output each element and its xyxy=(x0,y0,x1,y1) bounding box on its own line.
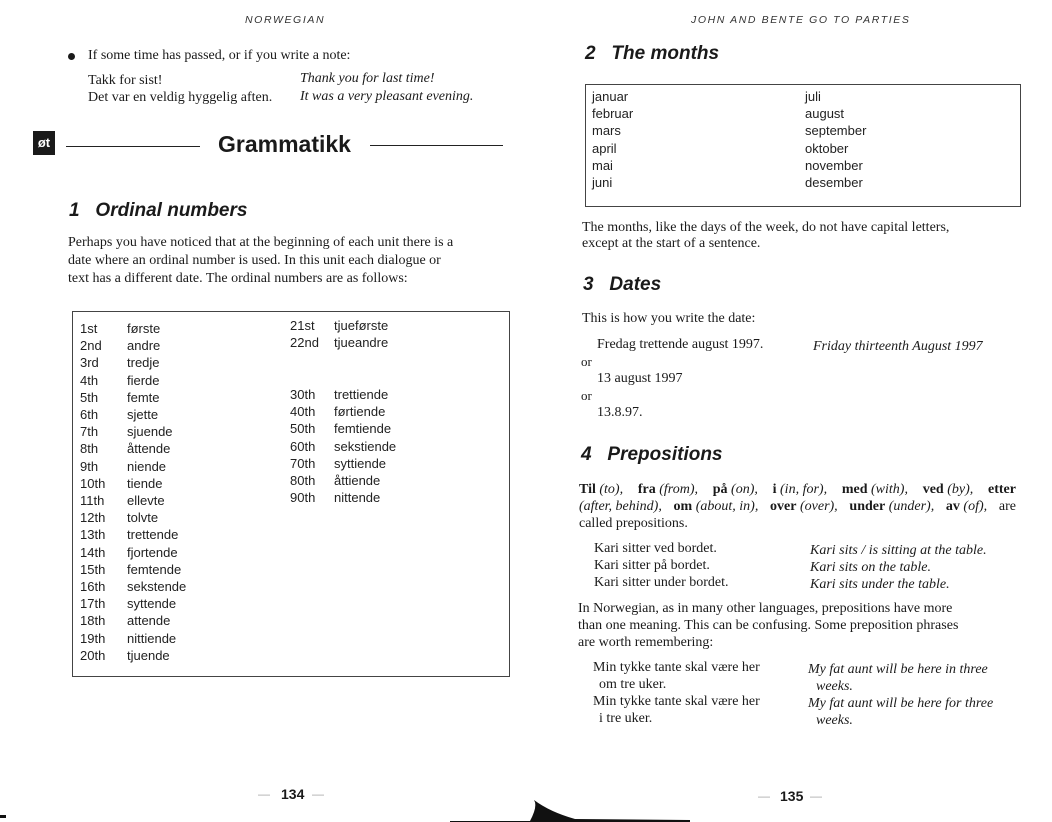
ordinal-num: 4th xyxy=(80,372,99,388)
page-edge-mark xyxy=(0,815,6,818)
section4-title: Prepositions xyxy=(607,444,723,465)
month: november xyxy=(805,157,863,173)
month: desember xyxy=(805,175,863,191)
prep-word: under xyxy=(849,499,886,514)
ordinal-word: tiende xyxy=(127,475,163,491)
prep-word: fra xyxy=(637,482,656,497)
left-page-dash-2: — xyxy=(312,787,324,801)
right-running-head: JOHN AND BENTE GO TO PARTIES xyxy=(691,14,911,26)
section1-heading xyxy=(69,200,247,222)
prep-gloss: (about, in), xyxy=(695,499,759,514)
book-spine-shadow xyxy=(450,800,690,822)
ordinal-num: 15th xyxy=(80,561,106,577)
month: april xyxy=(592,140,617,156)
phrase-no-2b: i tre uker. xyxy=(599,711,653,726)
ordinal-word: syttiende xyxy=(334,455,387,471)
ordinal-word: niende xyxy=(127,458,167,474)
phrase-en-1b: weeks. xyxy=(816,679,853,694)
section1-number: 1 xyxy=(69,200,80,221)
prep-word: over xyxy=(770,499,797,514)
prepositions-line-1 xyxy=(579,481,1016,498)
ordinal-num: 20th xyxy=(80,647,106,663)
phrase-en-2a: My fat aunt will be here for three xyxy=(808,696,994,711)
prep-word: etter xyxy=(988,482,1016,497)
dates-or-1: or xyxy=(581,354,592,369)
ordinal-word: nittende xyxy=(334,490,381,506)
prep-word: av xyxy=(945,499,960,514)
ordinal-num: 11th xyxy=(80,493,105,509)
section4-number: 4 xyxy=(581,444,592,465)
ordinal-word: sekstiende xyxy=(334,438,397,454)
grammar-icon-glyph: øt xyxy=(37,135,51,150)
ordinal-num: 18th xyxy=(80,613,106,629)
phrase-en-2b: weeks. xyxy=(816,713,853,728)
ordinal-num: 3rd xyxy=(80,355,99,371)
month: juli xyxy=(805,89,821,104)
ordinal-word: åttende xyxy=(127,441,171,457)
ordinal-num: 14th xyxy=(80,544,106,560)
ordinal-word: femte xyxy=(127,389,160,405)
prep-example-en-1: Kari sits / is sitting at the table. xyxy=(810,543,987,558)
ordinal-word: trettende xyxy=(127,527,179,543)
section1-intro-2: date where an ordinal number is used. In this unit each dialogue or xyxy=(68,253,441,268)
ordinal-word: sjette xyxy=(127,407,159,423)
dates-example-3: 13.8.97. xyxy=(597,405,643,420)
ordinal-word: tredje xyxy=(127,355,160,371)
ordinal-num: 13th xyxy=(80,527,106,543)
right-page-number: 135 xyxy=(780,788,804,804)
dates-example-no: Fredag trettende august 1997. xyxy=(597,337,764,352)
prep-gloss: (under), xyxy=(888,499,935,514)
prep-gloss: (to), xyxy=(599,482,624,497)
section2-number: 2 xyxy=(585,43,596,64)
prep-word: i xyxy=(772,482,777,497)
ordinals-left-words xyxy=(127,320,186,664)
prep-example-no-2: Kari sitter på bordet. xyxy=(594,558,710,573)
heading-rule-right xyxy=(370,145,503,146)
ordinal-num: 40th xyxy=(290,404,316,420)
month: september xyxy=(805,123,867,139)
ordinal-word: fierde xyxy=(127,372,160,388)
ordinal-word: sjuende xyxy=(127,424,173,440)
grammar-icon xyxy=(33,131,55,155)
month: juni xyxy=(592,175,613,191)
section1-intro-3: text has a different date. The ordinal numbers are as follows: xyxy=(68,271,408,286)
left-running-head: NORWEGIAN xyxy=(245,14,326,26)
ordinal-num: 17th xyxy=(80,596,106,612)
left-page-number: 134 xyxy=(281,786,305,802)
note-example-en-2: It was a very pleasant evening. xyxy=(300,89,474,104)
note-example-en-1: Thank you for last time! xyxy=(300,71,435,86)
prep-example-no-3: Kari sitter under bordet. xyxy=(594,575,729,590)
prep-word: om xyxy=(673,499,693,514)
ordinals-right-bottom-words xyxy=(334,386,396,506)
months-note-1: The months, like the days of the week, do not have capital letters, xyxy=(582,220,950,235)
ordinal-word: andre xyxy=(127,338,161,354)
ordinals-right-top-words xyxy=(334,317,388,351)
ordinal-num: 7th xyxy=(80,424,99,440)
prep-example-en-3: Kari sits under the table. xyxy=(810,577,950,592)
ordinal-num: 22nd xyxy=(290,335,319,351)
phrase-no-1a: Min tykke tante skal være her xyxy=(593,660,760,675)
months-note-2: except at the start of a sentence. xyxy=(582,236,761,251)
ordinal-num: 6th xyxy=(80,407,99,423)
ordinal-num: 70th xyxy=(290,455,316,471)
ordinal-word: tolvte xyxy=(127,510,159,526)
prep-are: are xyxy=(998,499,1016,514)
dates-intro: This is how you write the date: xyxy=(582,311,756,326)
ordinal-word: attende xyxy=(127,613,171,629)
ordinals-right-bottom-nums xyxy=(290,386,315,506)
month: februar xyxy=(592,106,634,122)
prep-para-1: In Norwegian, as in many other languages, prepositions have more xyxy=(578,601,953,616)
section2-heading xyxy=(585,43,719,65)
prep-gloss: (of), xyxy=(963,499,988,514)
months-table xyxy=(585,84,1021,207)
heading-rule-left xyxy=(66,146,200,147)
dates-example-en: Friday thirteenth August 1997 xyxy=(813,339,983,354)
ordinal-word: tjueførste xyxy=(334,318,389,333)
prep-gloss: (after, behind), xyxy=(579,499,662,514)
ordinal-num: 16th xyxy=(80,579,106,595)
prep-example-no-1: Kari sitter ved bordet. xyxy=(594,541,717,556)
section1-title: Ordinal numbers xyxy=(95,200,248,221)
month: august xyxy=(805,106,845,122)
ordinal-num: 1st xyxy=(80,321,98,336)
month: mars xyxy=(592,123,621,139)
prep-example-en-2: Kari sits on the table. xyxy=(810,560,931,575)
ordinal-num: 50th xyxy=(290,421,316,437)
bullet-dot xyxy=(68,53,75,60)
section4-heading xyxy=(581,444,723,466)
ordinal-word: tjuende xyxy=(127,647,170,663)
prep-word: på xyxy=(712,482,728,497)
ordinal-word: sekstende xyxy=(127,579,187,595)
months-left xyxy=(592,88,633,191)
note-bullet-text: If some time has passed, or if you write a note: xyxy=(88,48,351,63)
prep-gloss: (in, for), xyxy=(780,482,828,497)
ordinal-word: tjueandre xyxy=(334,335,389,351)
ordinal-word: første xyxy=(127,321,161,336)
prep-word: ved xyxy=(922,482,944,497)
section3-title: Dates xyxy=(609,274,662,295)
ordinal-word: ellevte xyxy=(127,493,165,509)
phrase-en-1a: My fat aunt will be here in three xyxy=(808,662,988,677)
ordinal-num: 8th xyxy=(80,441,99,457)
ordinal-num: 80th xyxy=(290,473,316,489)
ordinal-num: 60th xyxy=(290,438,316,454)
ordinals-left-nums xyxy=(80,320,105,664)
grammar-heading: Grammatikk xyxy=(218,131,351,157)
ordinal-word: nittiende xyxy=(127,630,177,646)
dates-or-2: or xyxy=(581,388,592,403)
dates-example-2: 13 august 1997 xyxy=(597,371,683,386)
phrase-no-1b: om tre uker. xyxy=(599,677,667,692)
ordinal-num: 9th xyxy=(80,458,99,474)
prep-gloss: (with), xyxy=(871,482,908,497)
note-example-no-2: Det var en veldig hyggelig aften. xyxy=(88,90,273,105)
prep-word: med xyxy=(841,482,868,497)
ordinal-num: 12th xyxy=(80,510,106,526)
right-page-dash-2: — xyxy=(810,789,822,803)
prep-para-2: than one meaning. This can be confusing. Some preposition phrases xyxy=(578,618,959,633)
ordinal-word: fjortende xyxy=(127,544,178,560)
ordinal-num: 30th xyxy=(290,387,316,402)
ordinal-word: femtende xyxy=(127,561,182,577)
right-page-dash-1: — xyxy=(758,789,770,803)
prep-word: Til xyxy=(579,482,596,497)
ordinal-num: 5th xyxy=(80,389,99,405)
ordinal-num: 10th xyxy=(80,475,106,491)
prep-gloss: (from), xyxy=(659,482,698,497)
prepositions-line-2 xyxy=(579,498,1016,515)
prepositions-line-3: called prepositions. xyxy=(579,516,688,531)
ordinal-word: åttiende xyxy=(334,473,381,489)
month: mai xyxy=(592,157,613,173)
prep-gloss: (by), xyxy=(947,482,974,497)
prep-para-3: are worth remembering: xyxy=(578,635,714,650)
phrase-no-2a: Min tykke tante skal være her xyxy=(593,694,760,709)
ordinal-word: førtiende xyxy=(334,404,386,420)
section3-heading xyxy=(583,274,661,296)
ordinal-num: 90th xyxy=(290,490,316,506)
section2-title: The months xyxy=(611,43,720,64)
ordinal-word: syttende xyxy=(127,596,177,612)
section1-intro-1: Perhaps you have noticed that at the beginning of each unit there is a xyxy=(68,235,454,250)
ordinal-num: 2nd xyxy=(80,338,102,354)
month: oktober xyxy=(805,140,849,156)
ordinals-right-top-nums xyxy=(290,317,319,351)
ordinal-word: trettiende xyxy=(334,387,389,402)
left-page-dash-1: — xyxy=(258,787,270,801)
ordinal-num: 19th xyxy=(80,630,106,646)
ordinal-word: femtiende xyxy=(334,421,392,437)
section3-number: 3 xyxy=(583,274,594,295)
ordinal-num: 21st xyxy=(290,318,315,333)
prep-gloss: (on), xyxy=(731,482,758,497)
month: januar xyxy=(592,89,629,104)
prep-gloss: (over), xyxy=(799,499,838,514)
months-right xyxy=(805,88,866,191)
note-example-no-1: Takk for sist! xyxy=(88,73,163,88)
